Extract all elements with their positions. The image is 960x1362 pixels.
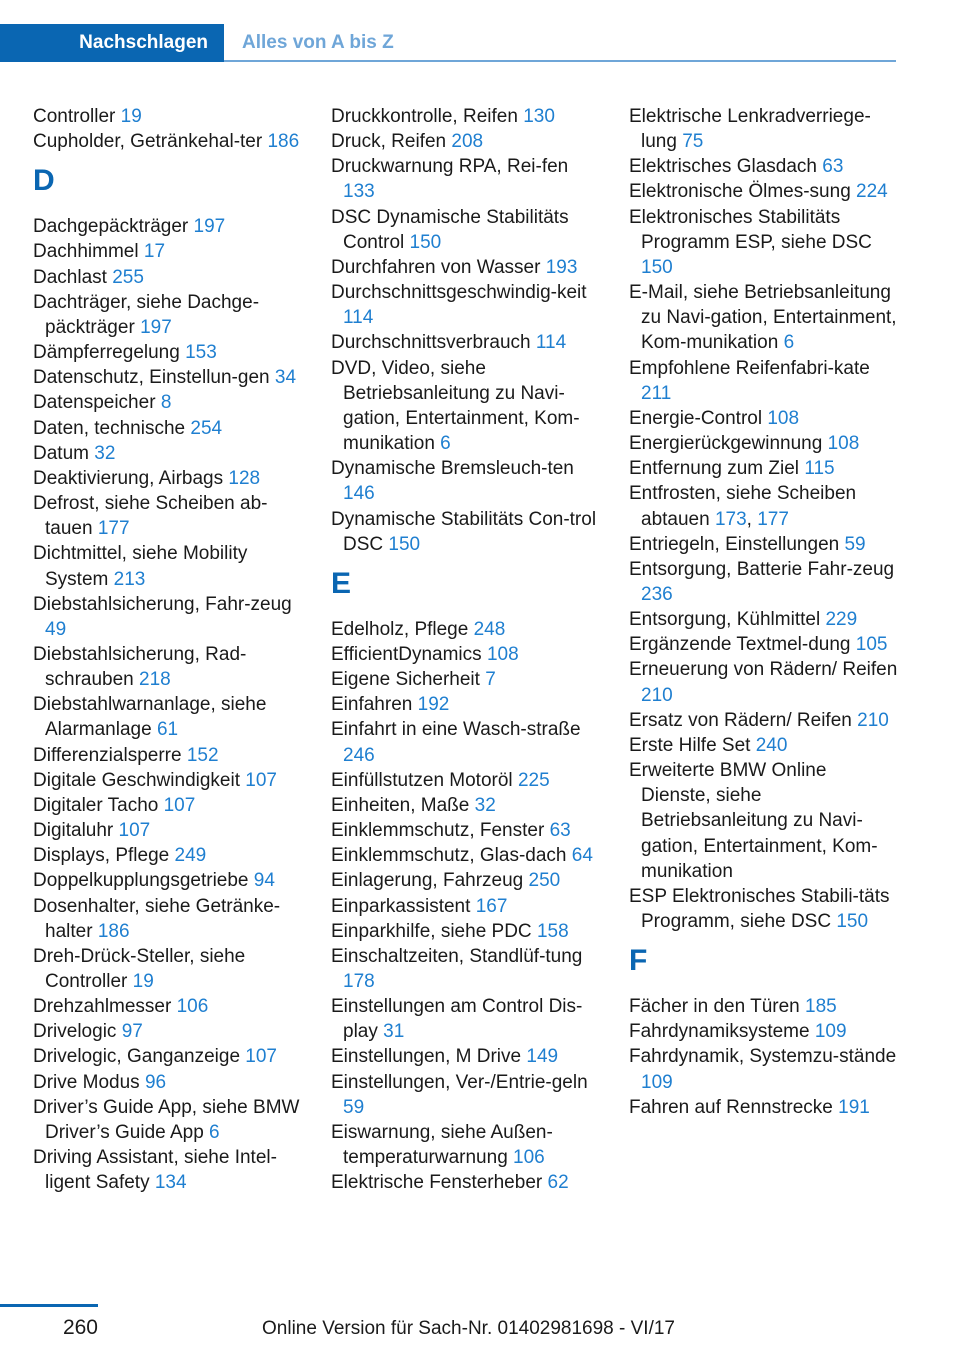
index-entry	[629, 280, 899, 355]
page-reference-link[interactable]: 186	[97, 920, 130, 942]
page-reference-link[interactable]: 107	[245, 1046, 277, 1068]
page-reference-link[interactable]: 240	[755, 734, 788, 756]
index-entry	[33, 214, 303, 239]
index-column-1	[33, 104, 303, 1195]
index-term: Einstellungen, Ver-/Entrie‐geln	[331, 1071, 588, 1093]
page-reference-link[interactable]: 173	[714, 508, 747, 530]
index-term: Eigene Sicherheit	[331, 669, 480, 691]
index-entry	[629, 758, 899, 884]
index-entry	[331, 129, 601, 154]
index-entry	[33, 340, 303, 365]
index-term: E-Mail, siehe Betriebsanleitung zu Navi‐gation, Entertainment, Kom‐munikation	[629, 282, 897, 354]
page-reference-link[interactable]: 197	[140, 316, 172, 338]
page-reference-link[interactable]: 193	[545, 256, 578, 278]
index-entry	[331, 944, 601, 994]
page-reference-link[interactable]: 128	[228, 467, 261, 489]
index-entry	[33, 868, 303, 893]
index-term: Datenschutz, Einstellun‐gen	[33, 367, 270, 389]
index-entry	[331, 994, 601, 1044]
page-reference-link[interactable]: 63	[549, 820, 571, 842]
index-entry	[33, 491, 303, 541]
index-term: Elektronische Ölmes‐sung	[629, 181, 851, 203]
page-reference-link[interactable]: 32	[474, 794, 496, 816]
page-reference-link[interactable]: 150	[836, 911, 869, 932]
index-entry	[33, 1145, 303, 1195]
index-term: Einklemmschutz, Glas‐dach	[331, 845, 567, 867]
index-entry	[331, 255, 601, 280]
index-entry	[331, 894, 601, 919]
page-reference-link[interactable]: 210	[857, 709, 889, 731]
page-reference-link[interactable]: 134	[154, 1172, 187, 1194]
index-term: Erneuerung von Rädern/ Reifen	[629, 659, 898, 681]
index-entry	[629, 205, 899, 280]
index-term: Einlagerung, Fahrzeug	[331, 870, 524, 892]
page-reference-link[interactable]: 64	[571, 845, 593, 867]
index-entry	[33, 416, 303, 441]
page-reference-link[interactable]: 191	[838, 1096, 870, 1118]
index-entry	[331, 154, 601, 204]
index-term: Erweiterte BMW Online Dienste, siehe Betriebsanleitung zu Navi‐gation, Entertainment, Kom‐munikation	[629, 760, 878, 882]
index-term: Dosenhalter, siehe Getränke‐halter	[33, 895, 281, 942]
index-term: Controller	[33, 106, 116, 127]
index-term: Elektrische Lenkradverriege‐lung	[629, 106, 871, 153]
page-reference-link[interactable]: 146	[343, 483, 375, 505]
page-reference-link[interactable]: 185	[805, 996, 837, 1018]
page-reference-link[interactable]: 109	[641, 1071, 673, 1093]
index-entry	[33, 104, 303, 129]
index-entry	[33, 642, 303, 692]
index-term: Dreh-Drück-Steller, siehe Controller	[33, 945, 246, 992]
page-reference-link[interactable]: 6	[783, 332, 795, 354]
page-reference-link[interactable]: 248	[473, 618, 506, 640]
page-reference-link[interactable]: 106	[513, 1147, 545, 1169]
index-term: Druckwarnung RPA, Rei‐fen	[331, 156, 569, 178]
index-entry	[33, 365, 303, 390]
index-term: Einfüllstutzen Motoröl	[331, 769, 513, 791]
index-entry	[331, 456, 601, 506]
page-reference-link[interactable]: 108	[767, 407, 800, 429]
index-entry	[331, 818, 601, 843]
index-entry	[629, 532, 899, 557]
index-entry	[331, 692, 601, 717]
index-entry	[33, 466, 303, 491]
index-entry	[331, 1070, 601, 1120]
index-term: Entfrosten, siehe Scheiben abtauen	[629, 483, 857, 530]
page-reference-link[interactable]: 167	[475, 895, 508, 917]
page-reference-link[interactable]: 255	[112, 266, 144, 288]
index-term: Dämpferregelung	[33, 342, 180, 364]
page-reference-link[interactable]: 34	[274, 367, 297, 389]
index-term: Ersatz von Rädern/ Reifen	[629, 709, 852, 731]
page-number: 260	[62, 1316, 98, 1339]
page-reference-link[interactable]: 229	[825, 609, 858, 631]
page-reference-link[interactable]: 49	[45, 618, 67, 640]
page-reference-link[interactable]: 236	[641, 583, 673, 605]
index-term: Drivelogic	[33, 1021, 117, 1043]
page-reference-link[interactable]: 177	[757, 508, 789, 530]
index-term: Druckkontrolle, Reifen	[331, 106, 518, 127]
tab-nachschlagen[interactable]: Nachschlagen	[0, 24, 224, 62]
page-reference-link[interactable]: 109	[814, 1021, 847, 1043]
index-term: Einheiten, Maße	[331, 794, 470, 816]
page-reference-link[interactable]: 218	[139, 669, 171, 691]
page-reference-link[interactable]: 177	[97, 518, 130, 540]
index-term: Entfernung zum Ziel	[629, 458, 800, 480]
index-entry	[331, 1170, 601, 1195]
index-entry	[331, 642, 601, 667]
index-term: Elektronisches Stabilitäts Programm ESP, siehe DSC	[629, 206, 872, 253]
index-entry	[629, 1019, 899, 1044]
page-reference-link[interactable]: 96	[144, 1071, 167, 1093]
index-entry	[331, 617, 601, 642]
index-entry	[331, 1044, 601, 1069]
page-reference-link[interactable]: 186	[267, 131, 300, 153]
page-reference-link[interactable]: 114	[343, 307, 374, 329]
index-entry	[33, 894, 303, 944]
page-reference-link[interactable]: 115	[804, 458, 835, 480]
index-term: Durchfahren von Wasser	[331, 256, 541, 278]
index-entry	[629, 406, 899, 431]
index-term: Diebstahlsicherung, Fahr‐zeug	[33, 593, 292, 615]
index-entry	[33, 129, 303, 154]
index-term: DVD, Video, siehe Betriebsanleitung zu Navi‐gation, Entertainment, Kom‐munikation	[331, 357, 580, 455]
index-entry	[33, 1095, 303, 1145]
index-entry	[33, 290, 303, 340]
index-term: Edelholz, Pflege	[331, 618, 469, 640]
index-term: Einparkassistent	[331, 895, 471, 917]
index-entry	[629, 104, 899, 154]
page-reference-link[interactable]: 133	[343, 181, 375, 203]
index-term: Dachgepäckträger	[33, 216, 189, 238]
online-version-note: Online Version für Sach-Nr. 01402981698 - VI/17	[262, 1318, 675, 1339]
index-entry	[33, 239, 303, 264]
page-reference-link[interactable]: 62	[547, 1172, 569, 1194]
index-entry	[33, 743, 303, 768]
index-entry	[33, 994, 303, 1019]
index-term: Entsorgung, Kühlmittel	[629, 609, 821, 631]
index-entry	[331, 843, 601, 868]
index-term: Eiswarnung, siehe Außen‐temperaturwarnung	[331, 1121, 553, 1169]
index-term: Einschaltzeiten, Standlüf‐tung	[331, 945, 583, 967]
index-entry	[629, 733, 899, 758]
index-term: Fahrdynamiksysteme	[629, 1021, 810, 1043]
index-term: Dynamische Bremsleuch‐ten	[331, 458, 574, 480]
index-entry	[33, 541, 303, 591]
page-reference-link[interactable]: 224	[856, 181, 888, 203]
index-entry: Entfrosten, siehe Scheiben abtauen 173, 177	[629, 483, 857, 530]
index-entry	[331, 280, 601, 330]
page-reference-link[interactable]: 105	[855, 634, 888, 656]
page-reference-link[interactable]: 152	[186, 744, 219, 766]
index-column-2	[331, 104, 601, 1195]
tab-alles-von-a-bis-z[interactable]: Alles von A bis Z	[242, 32, 394, 53]
index-term: Driving Assistant, siehe Intel‐ligent Safety	[33, 1147, 277, 1194]
index-entry	[629, 994, 899, 1019]
index-entry	[331, 330, 601, 355]
index-entry	[33, 441, 303, 466]
index-term: EfficientDynamics	[331, 643, 482, 665]
index-term: Dichtmittel, siehe Mobility System	[33, 543, 248, 590]
page-reference-link[interactable]: 210	[641, 684, 673, 706]
header-tabs	[0, 24, 896, 62]
page-reference-link[interactable]: 106	[176, 996, 209, 1018]
index-entry	[33, 818, 303, 843]
page-reference-link[interactable]: 150	[388, 533, 421, 555]
index-entry	[33, 265, 303, 290]
page-reference-link[interactable]: 149	[526, 1046, 559, 1068]
page-reference-link[interactable]: 108	[827, 433, 860, 455]
section-letter: E	[331, 566, 352, 600]
page-reference-link[interactable]: 114	[535, 332, 567, 354]
index-entry	[331, 1120, 601, 1170]
page-reference-link[interactable]: 6	[440, 433, 451, 455]
index-column-3	[629, 104, 899, 1120]
page-reference-link[interactable]: 7	[485, 669, 496, 691]
index-entry	[33, 768, 303, 793]
section-letter: D	[33, 164, 55, 198]
page-reference-link[interactable]: 19	[120, 106, 142, 127]
index-term: Differenzialsperre	[33, 744, 182, 766]
index-term: Energie-Control	[629, 407, 763, 429]
index-entry	[331, 919, 601, 944]
page-reference-link[interactable]: 61	[156, 719, 179, 741]
page-reference-link[interactable]: 225	[517, 769, 550, 791]
index-term: Fahren auf Rennstrecke	[629, 1096, 833, 1118]
index-term: Einfahren	[331, 694, 413, 716]
index-entry	[331, 667, 601, 692]
index-term: Datum	[33, 442, 89, 464]
index-term: Drehzahlmesser	[33, 996, 172, 1018]
index-term: Digitaler Tacho	[33, 794, 159, 816]
section-letter: F	[629, 944, 648, 978]
index-term: Drivelogic, Ganganzeige	[33, 1046, 241, 1068]
index-term: Driver’s Guide App, siehe BMW Driver’s Guide App	[33, 1096, 300, 1143]
index-term: Defrost, siehe Scheiben ab‐tauen	[33, 493, 268, 540]
index-term: Doppelkupplungsgetriebe	[33, 870, 249, 892]
index-term: Entsorgung, Batterie Fahr‐zeug	[629, 558, 895, 580]
tab-underline	[224, 60, 896, 62]
index-term: Einklemmschutz, Fenster	[331, 820, 545, 842]
page-reference-link[interactable]: 213	[113, 568, 146, 590]
page-reference-link[interactable]: 192	[417, 694, 450, 716]
index-entry	[629, 884, 899, 934]
index-term: Einstellungen am Control Dis‐play	[331, 996, 583, 1043]
page-reference-link[interactable]: 211	[641, 382, 672, 404]
index-term: Energierückgewinnung	[629, 433, 823, 455]
page-reference-link[interactable]: 94	[253, 870, 275, 892]
index-entry	[629, 356, 899, 406]
index-entry	[629, 708, 899, 733]
index-term: Dynamische Stabilitäts Con‐trol DSC	[331, 508, 597, 555]
index-entry	[629, 154, 899, 179]
page-reference-link[interactable]: 153	[185, 342, 217, 364]
index-entry	[331, 507, 601, 557]
index-entry	[331, 356, 601, 457]
index-entry	[331, 793, 601, 818]
index-entry	[33, 793, 303, 818]
page-reference-link[interactable]: 8	[160, 392, 172, 414]
index-term: Deaktivierung, Airbags	[33, 467, 224, 489]
page-reference-link[interactable]: 17	[143, 241, 166, 263]
index-term: Diebstahlsicherung, Rad‐schrauben	[33, 643, 247, 691]
index-entry	[33, 390, 303, 415]
page-reference-link[interactable]: 75	[682, 131, 704, 153]
index-term: Dachhimmel	[33, 241, 139, 263]
index-entry	[331, 104, 601, 129]
index-entry	[33, 592, 303, 642]
page-reference-link[interactable]: 59	[844, 533, 866, 555]
index-entry	[33, 1070, 303, 1095]
index-term: Ergänzende Textmel‐dung	[629, 634, 851, 656]
page-reference-link[interactable]: 249	[174, 845, 207, 867]
page-reference-link[interactable]: 31	[383, 1021, 405, 1043]
index-term: Dachlast	[33, 266, 107, 288]
index-term: DSC Dynamische Stabilitäts Control	[331, 206, 569, 253]
index-entry	[33, 1019, 303, 1044]
index-term: Fächer in den Türen	[629, 996, 800, 1018]
index-term: ESP Elektronisches Stabili‐täts Programm, siehe DSC	[629, 885, 890, 932]
index-entry	[629, 1095, 899, 1120]
page-reference-link[interactable]: 254	[190, 417, 223, 439]
index-entry	[33, 1044, 303, 1069]
page-reference-link[interactable]: 63	[822, 156, 844, 178]
index-entry	[629, 657, 899, 707]
index-term: Entriegeln, Einstellungen	[629, 533, 840, 555]
index-term: Drive Modus	[33, 1071, 140, 1093]
page-reference-link[interactable]: 130	[523, 106, 555, 127]
index-term: Cupholder, Getränkehal‐ter	[33, 131, 263, 153]
page-reference-link[interactable]: 208	[451, 131, 484, 153]
page-reference-link[interactable]: 59	[343, 1096, 365, 1118]
index-entry	[629, 431, 899, 456]
index-term: Displays, Pflege	[33, 845, 170, 867]
index-term: Diebstahlwarnanlage, siehe Alarmanlage	[33, 694, 267, 741]
index-entry	[33, 944, 303, 994]
index-term: Dachträger, siehe Dachge‐päckträger	[33, 291, 260, 338]
index-term: Einstellungen, M Drive	[331, 1046, 522, 1068]
index-entry	[331, 205, 601, 255]
index-term: Durchschnittsverbrauch	[331, 332, 531, 354]
page-reference-link[interactable]: 178	[343, 971, 375, 992]
index-term: Erste Hilfe Set	[629, 734, 751, 756]
index-entry	[331, 717, 601, 767]
index-entry	[629, 632, 899, 657]
index-entry	[33, 843, 303, 868]
page-reference-link[interactable]: 158	[536, 920, 569, 942]
page-reference-link[interactable]: 6	[209, 1121, 220, 1143]
index-term: Empfohlene Reifenfabri‐kate	[629, 357, 870, 379]
index-entry	[331, 768, 601, 793]
page-reference-link[interactable]: 107	[163, 794, 196, 816]
index-term: Elektrisches Glasdach	[629, 156, 817, 178]
index-entry	[629, 1044, 899, 1094]
page-reference-link[interactable]: 107	[245, 769, 277, 791]
index-term: Einparkhilfe, siehe PDC	[331, 920, 532, 942]
page-reference-link[interactable]: 150	[641, 256, 673, 278]
index-term: Daten, technische	[33, 417, 186, 439]
page-reference-link[interactable]: 197	[193, 216, 226, 238]
page-reference-link[interactable]: 150	[409, 231, 442, 253]
index-entry	[331, 868, 601, 893]
page-reference-link[interactable]: 19	[132, 971, 154, 992]
page-reference-link[interactable]: 250	[528, 870, 561, 892]
index-entry	[629, 607, 899, 632]
page-reference-link[interactable]: 108	[486, 643, 519, 665]
index-entry	[629, 456, 899, 481]
index-term: Einfahrt in eine Wasch‐straße	[331, 719, 581, 741]
page-reference-link[interactable]: 107	[118, 820, 151, 842]
index-term: Druck, Reifen	[331, 131, 447, 153]
index-entry	[629, 557, 899, 607]
index-term: Elektrische Fensterheber	[331, 1172, 543, 1194]
page-reference-link[interactable]: 32	[94, 442, 116, 464]
index-entry	[629, 179, 899, 204]
page-reference-link[interactable]: 97	[121, 1021, 143, 1043]
index-term: Digitale Geschwindigkeit	[33, 769, 240, 791]
footer-rule	[0, 1304, 98, 1307]
index-term: Datenspeicher	[33, 392, 156, 414]
index-term: Fahrdynamik, Systemzu‐stände	[629, 1046, 897, 1068]
page-reference-link[interactable]: 246	[343, 744, 375, 766]
index-entry	[33, 692, 303, 742]
index-term: Durchschnittsgeschwindig‐keit	[331, 282, 587, 304]
index-term: Digitaluhr	[33, 820, 114, 842]
